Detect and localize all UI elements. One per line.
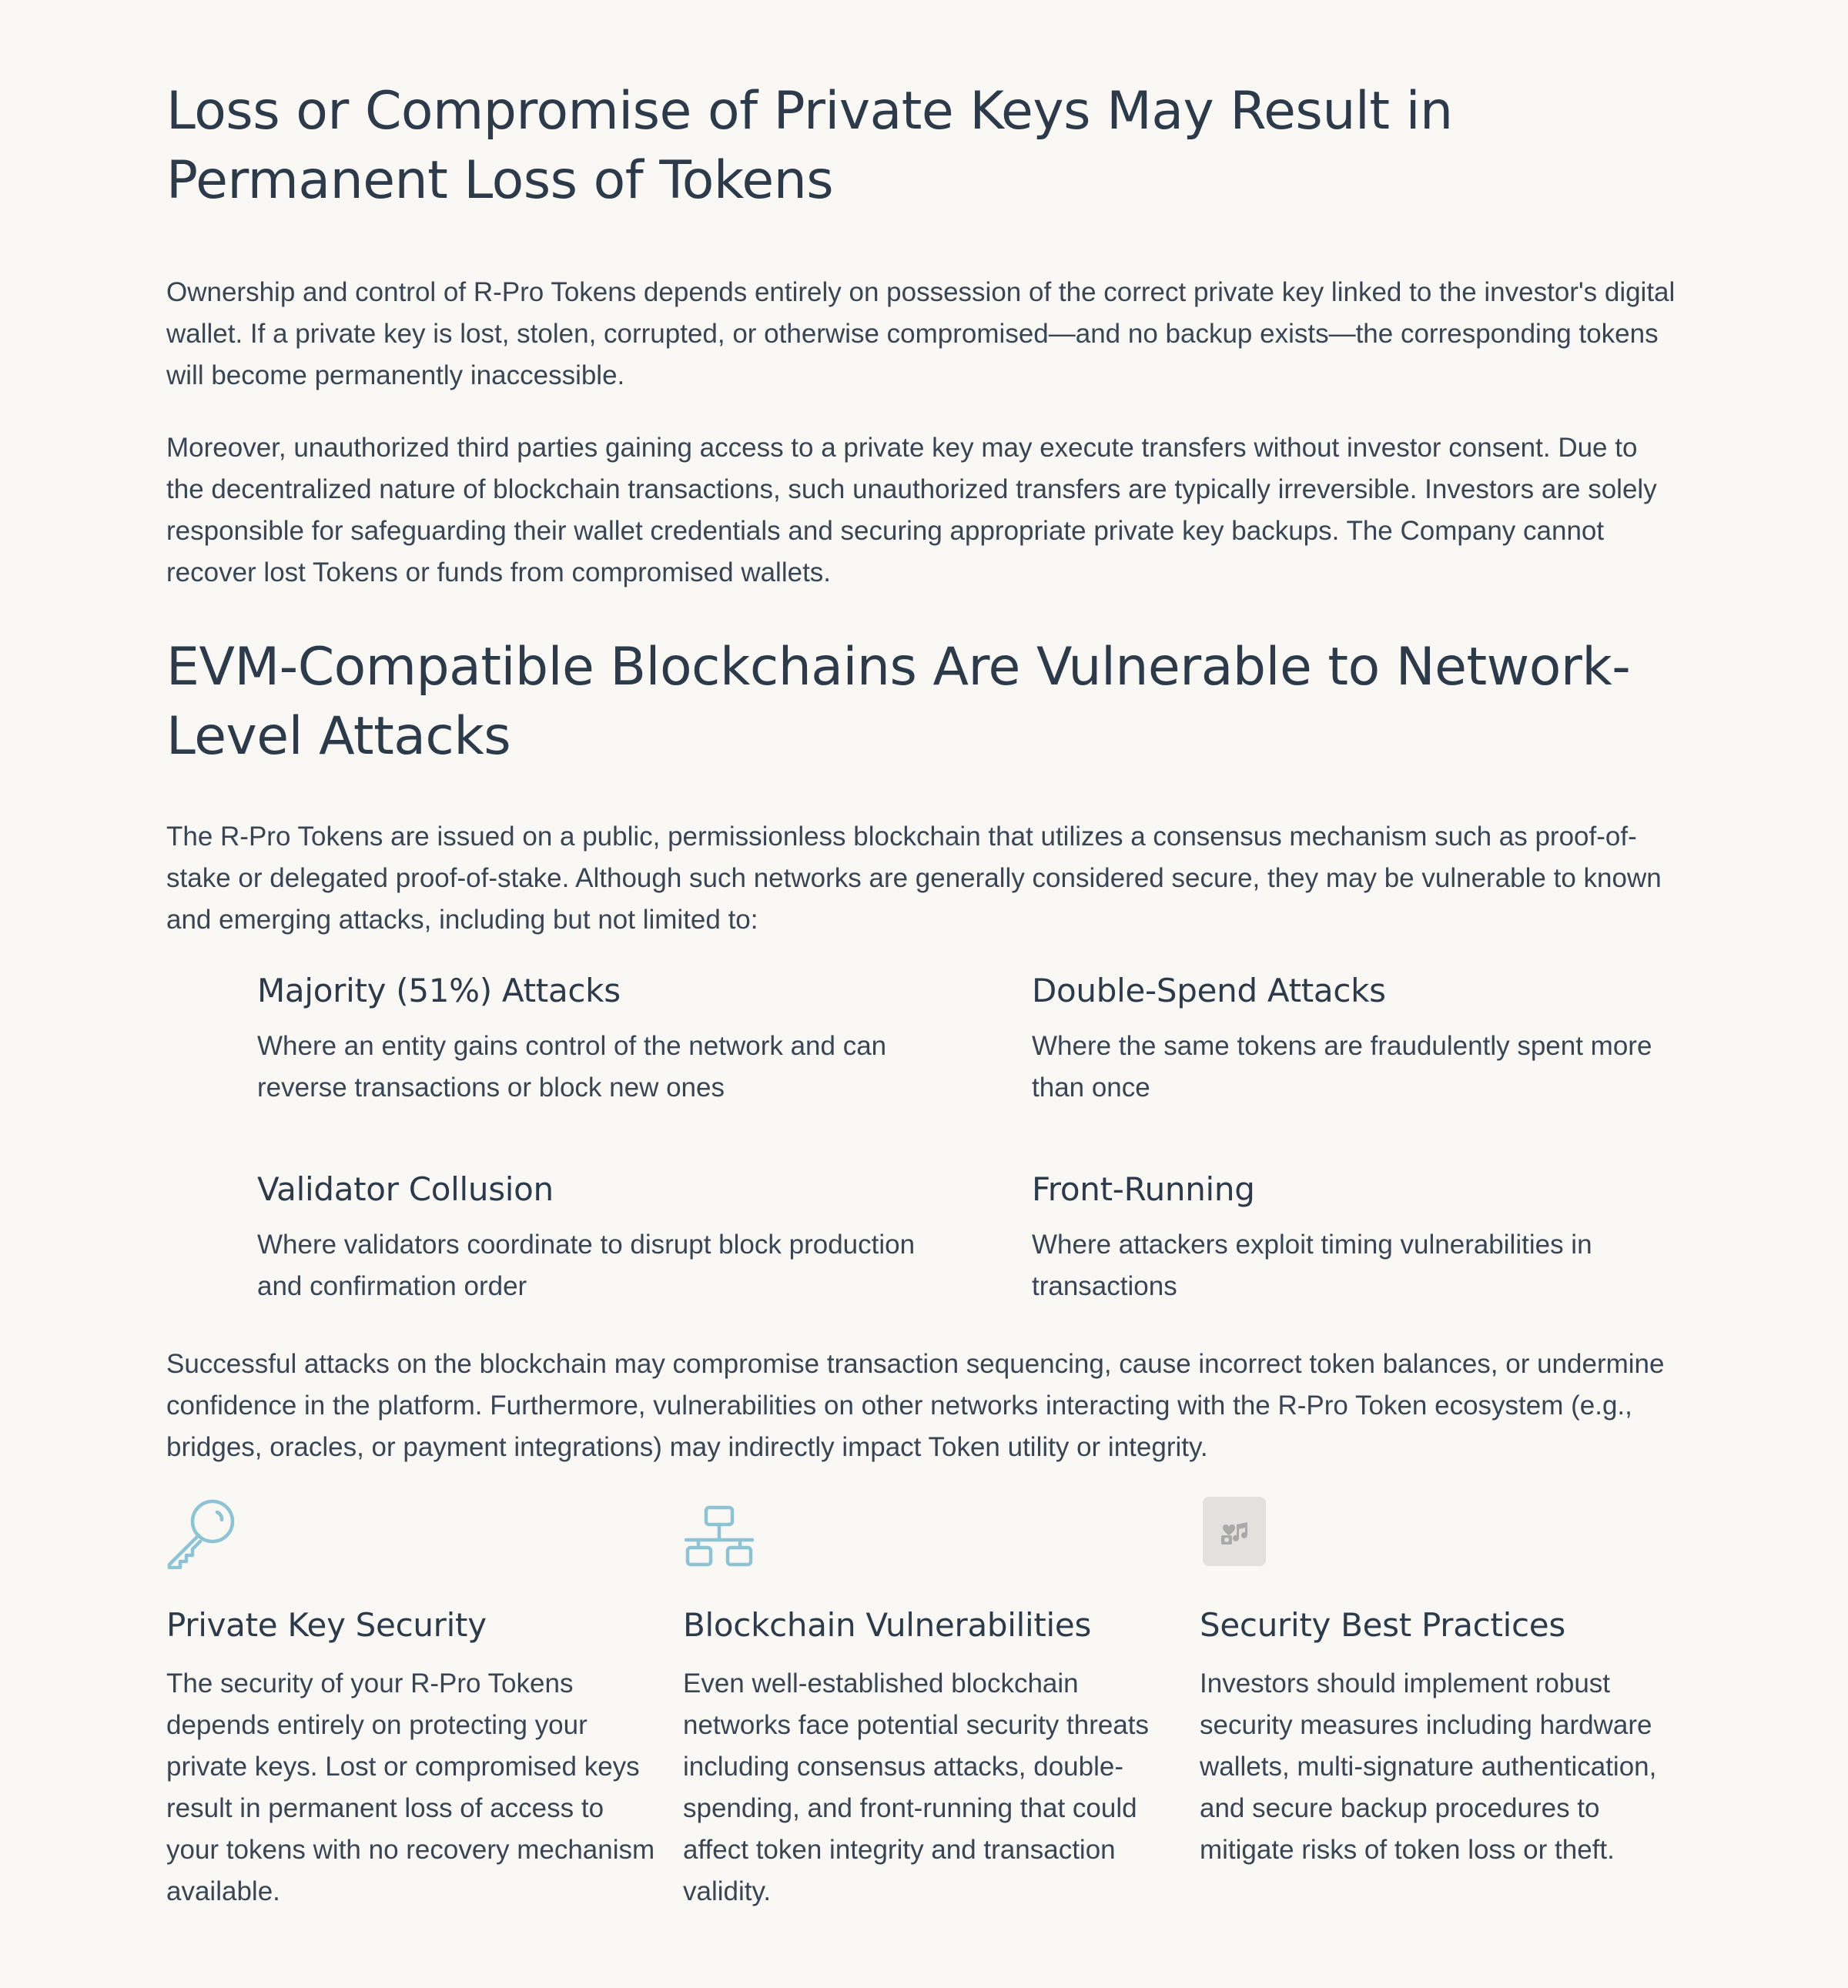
attack-title: Front-Running bbox=[1032, 1170, 1255, 1208]
feature-title: Security Best Practices bbox=[1200, 1606, 1565, 1644]
section-closing: Successful attacks on the blockchain may compromise transaction sequencing, cause incorrect token balances, or undermine confidence in the platform. Furthermore, vulnerabilities on other networks interacting with the R-Pro Token ecosystem (e.g., bridges, oracles, or payment integrations) may indirectly impact Token utility or integrity. bbox=[166, 1349, 1665, 1462]
feature-card-private-key bbox=[166, 1497, 655, 1906]
feature-title: Private Key Security bbox=[166, 1606, 487, 1644]
feature-card-blockchain bbox=[683, 1497, 1168, 1906]
section-title-private-keys: Loss or Compromise of Private Keys May Result in Permanent Loss of Tokens bbox=[166, 81, 1453, 211]
section-intro: The R-Pro Tokens are issued on a public, permissionless blockchain that utilizes a consensus mechanism such as proof-of-stake or delegated proof-of-stake. Although such networks are generally considered secure, they may be vulnerable to known and emerging attacks, including but not limited to: bbox=[166, 822, 1662, 935]
attack-description: Where validators coordinate to disrupt block production and confirmation order bbox=[257, 1230, 916, 1301]
attack-item bbox=[257, 970, 935, 1109]
attack-item bbox=[257, 1169, 935, 1307]
feature-description: Even well-established blockchain networks face potential security threats including consensus attacks, double-spending, and front-running that could affect token integrity and transaction validity. bbox=[683, 1668, 1150, 1906]
section-paragraph: Ownership and control of R-Pro Tokens depends entirely on possession of the correct private key linked to the investor's digital wallet. If a private key is lost, stolen, corrupted, or otherwise compromised—and no backup exists—the corresponding tokens will become permanently inaccessible. bbox=[166, 277, 1676, 390]
feature-title: Blockchain Vulnerabilities bbox=[683, 1606, 1092, 1644]
section-paragraph: Moreover, unauthorized third parties gaining access to a private key may execute transfers without investor consent. Due to the decentralized nature of blockchain transactions, such unauthorized transfers are typically irreversible. Investors are solely responsible for safeguarding their wallet credentials and securing appropriate private key backups. The Company cannot recover lost Tokens or funds from compromised wallets. bbox=[166, 433, 1657, 587]
feature-description: The security of your R-Pro Tokens depends entirely on protecting your private keys. Lost or compromised keys result in permanent loss of access to your tokens with no recovery mechanism available. bbox=[166, 1668, 655, 1906]
attack-description: Where the same tokens are fraudulently spent more than once bbox=[1032, 1031, 1652, 1103]
attack-description: Where an entity gains control of the network and can reverse transactions or block new ones bbox=[257, 1031, 887, 1103]
attack-title: Majority (51%) Attacks bbox=[257, 972, 621, 1009]
attack-item bbox=[1032, 1169, 1709, 1307]
feature-description: Investors should implement robust security measures including hardware wallets, multi-signature authentication, and secure backup procedures to mitigate risks of token loss or theft. bbox=[1200, 1668, 1657, 1865]
attack-title: Validator Collusion bbox=[257, 1170, 554, 1208]
image-placeholder-icon bbox=[1203, 1497, 1266, 1566]
feature-card-best-practices bbox=[1200, 1497, 1685, 1865]
attack-title: Double-Spend Attacks bbox=[1032, 972, 1386, 1009]
attack-item bbox=[1032, 970, 1709, 1109]
key-icon bbox=[166, 1497, 651, 1569]
network-icon bbox=[683, 1497, 1168, 1569]
section-title-network-attacks: EVM-Compatible Blockchains Are Vulnerable to Network-Level Attacks bbox=[166, 637, 1631, 767]
attack-description: Where attackers exploit timing vulnerabilities in transactions bbox=[1032, 1230, 1592, 1301]
